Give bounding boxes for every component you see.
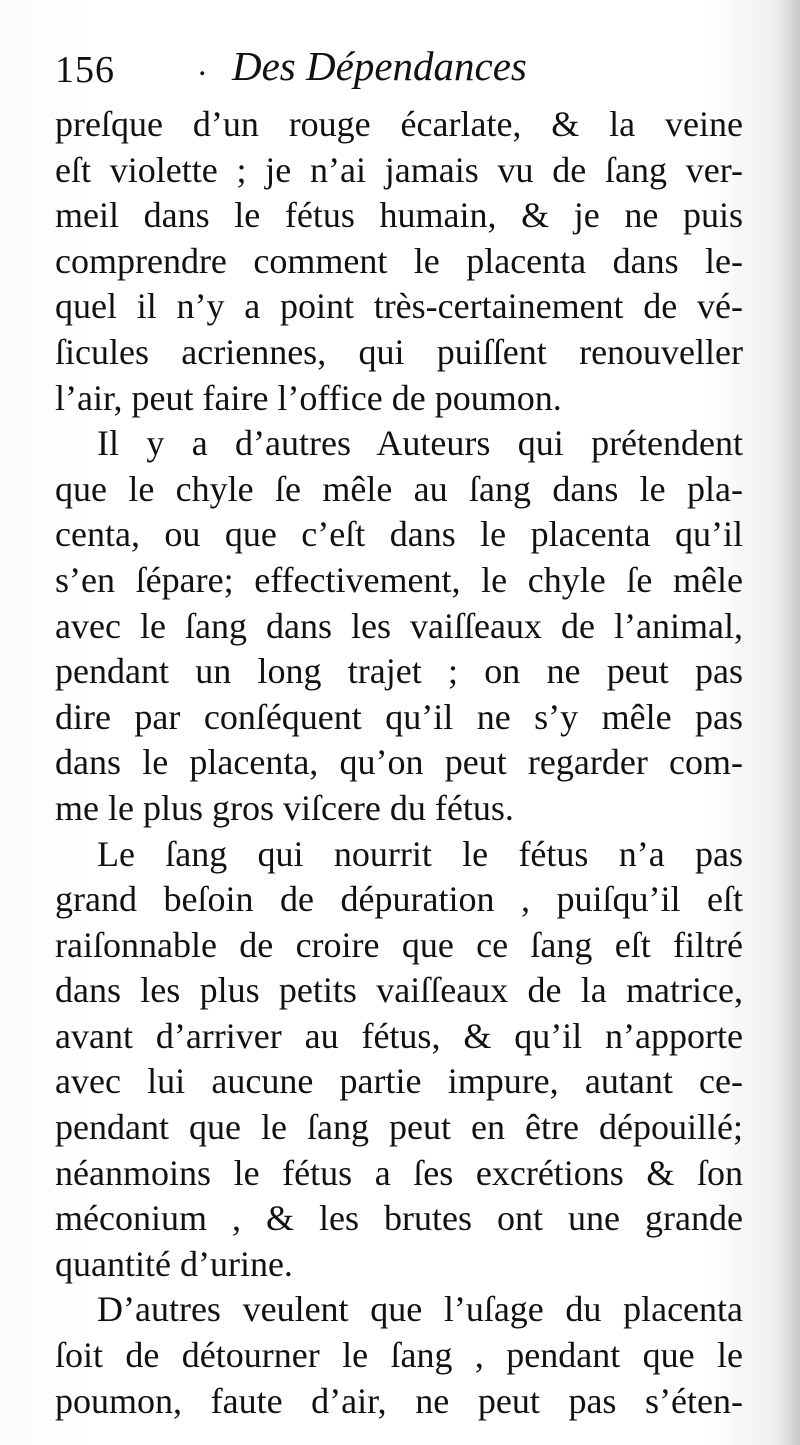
text-line: Le ſang qui nourrit le fétus n’a pas	[97, 833, 743, 874]
text-line: centa, ou que c’eſt dans le placenta qu’il	[55, 514, 743, 555]
text-line: eſt violette ; je n’ai jamais vu de ſang ver-	[55, 149, 743, 190]
text-line: dans le placenta, qu’on peut regarder com-	[55, 742, 743, 783]
text-line: poumon, faute d’air, ne peut pas s’éten-	[55, 1380, 743, 1421]
text-line: comprendre comment le placenta dans le-	[55, 240, 743, 281]
body-text	[55, 102, 743, 1424]
page-edge-shadow	[776, 0, 800, 1445]
text-line: me le plus gros viſcere du fétus.	[55, 787, 514, 828]
text-line: dans les plus petits vaiſſeaux de la matrice,	[55, 970, 743, 1011]
text-line: D’autres veulent que l’uſage du placenta	[97, 1289, 743, 1330]
text-line: l’air, peut faire l’office de poumon.	[55, 377, 562, 418]
text-line: s’en ſépare; effectivement, le chyle ſe mêle	[55, 559, 743, 600]
text-line: néanmoins le fétus a ſes excrétions & ſon	[55, 1152, 743, 1193]
page-header	[55, 40, 755, 102]
running-head: Des Dépendances	[232, 43, 527, 89]
text-line: pendant que le ſang peut en être dépouillé;	[55, 1107, 743, 1148]
text-line: quel il n’y a point très-certainement de vé-	[55, 286, 743, 327]
header-separator: .	[198, 46, 207, 83]
text-line: meil dans le fétus humain, & je ne puis	[55, 195, 743, 236]
text-line: ſoit de détourner le ſang , pendant que le	[55, 1335, 743, 1376]
text-line: avec le ſang dans les vaiſſeaux de l’animal,	[55, 605, 743, 646]
text-line: preſque d’un rouge écarlate, & la veine	[55, 104, 743, 144]
text-line: avec lui aucune partie impure, autant ce-	[55, 1061, 743, 1102]
text-line: quantité d’urine.	[55, 1243, 293, 1284]
text-line: dire par conſéquent qu’il ne s’y mêle pas	[55, 696, 743, 737]
text-line: Il y a d’autres Auteurs qui prétendent	[97, 423, 743, 464]
text-line: grand beſoin de dépuration , puiſqu’il eſt	[55, 879, 743, 920]
text-line: ſicules acriennes, qui puiſſent renouveller	[55, 331, 743, 372]
text-line: avant d’arriver au fétus, & qu’il n’apporte	[55, 1015, 743, 1056]
page-number: 156	[55, 49, 115, 91]
text-line: méconium , & les brutes ont une grande	[55, 1198, 743, 1239]
text-line: raiſonnable de croire que ce ſang eſt filtré	[55, 924, 743, 965]
text-line: que le chyle ſe mêle au ſang dans le pla-	[55, 468, 743, 509]
text-line: pendant un long trajet ; on ne peut pas	[55, 651, 743, 692]
